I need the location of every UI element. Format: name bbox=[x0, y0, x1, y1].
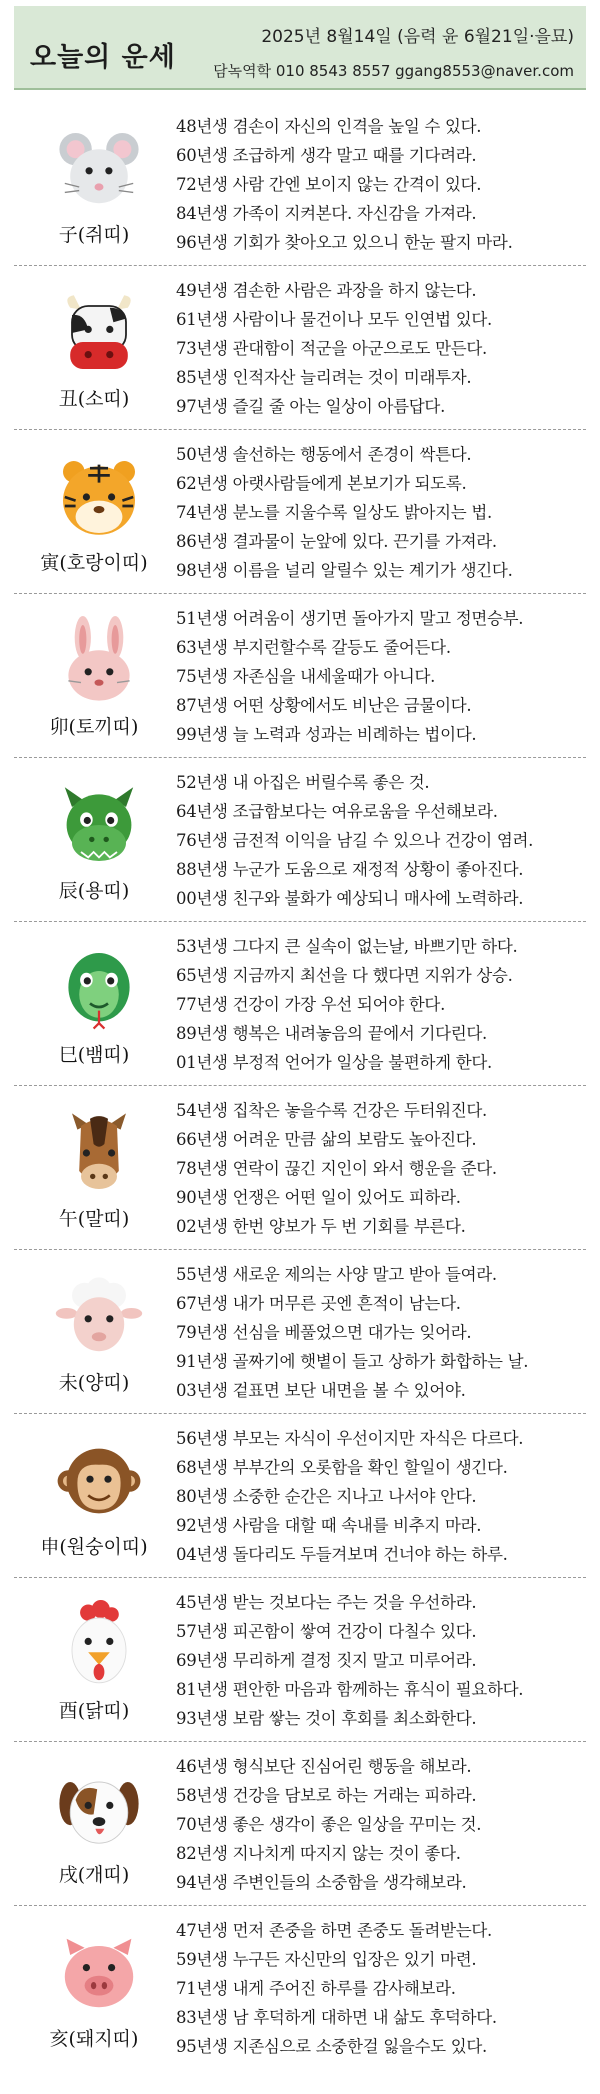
zodiac-label: 辰(용띠) bbox=[58, 880, 130, 902]
pig-icon bbox=[54, 1928, 144, 2018]
zodiac-label: 丑(소띠) bbox=[58, 388, 130, 410]
fortune-line: 62년생 아랫사람들에게 본보기가 되도록. bbox=[176, 474, 467, 493]
snake-icon bbox=[54, 944, 144, 1034]
fortune-line: 47년생 먼저 존중을 하면 존중도 돌려받는다. bbox=[176, 1921, 492, 1940]
zodiac-animal bbox=[14, 102, 174, 265]
fortune-line: 69년생 무리하게 결정 짓지 말고 미루어라. bbox=[176, 1651, 477, 1670]
zodiac-label: 午(말띠) bbox=[58, 1208, 130, 1230]
fortune-line: 64년생 조급함보다는 여유로움을 우선해보라. bbox=[176, 802, 498, 821]
fortune-line: 03년생 겉표면 보단 내면을 볼 수 있어야. bbox=[176, 1381, 466, 1400]
fortune-line: 78년생 연락이 끊긴 지인이 와서 행운을 준다. bbox=[176, 1159, 497, 1178]
zodiac-row bbox=[14, 594, 586, 758]
zodiac-animal bbox=[14, 594, 174, 757]
horse-icon bbox=[54, 1108, 144, 1198]
fortune-line: 59년생 누구든 자신만의 입장은 있기 마련. bbox=[176, 1950, 477, 1969]
fortune-line: 81년생 편안한 마음과 함께하는 휴식이 필요하다. bbox=[176, 1680, 524, 1699]
fortune-line: 66년생 어려운 만큼 삶의 보람도 높아진다. bbox=[176, 1130, 477, 1149]
fortune-lines bbox=[176, 604, 586, 749]
fortune-line: 83년생 남 후덕하게 대하면 내 삶도 후덕하다. bbox=[176, 2008, 497, 2027]
fortune-line: 52년생 내 아집은 버릴수록 좋은 것. bbox=[176, 773, 430, 792]
zodiac-list bbox=[14, 102, 586, 2069]
page-title: 오늘의 운세 bbox=[30, 42, 176, 73]
fortune-line: 86년생 결과물이 눈앞에 있다. 끈기를 가져라. bbox=[176, 532, 497, 551]
fortune-line: 57년생 피곤함이 쌓여 건강이 다칠수 있다. bbox=[176, 1622, 477, 1641]
fortune-lines bbox=[176, 1424, 586, 1569]
fortune-line: 85년생 인적자산 늘리려는 것이 미래투자. bbox=[176, 368, 472, 387]
zodiac-row bbox=[14, 1414, 586, 1578]
fortune-line: 77년생 건강이 가장 우선 되어야 한다. bbox=[176, 995, 446, 1014]
zodiac-animal bbox=[14, 922, 174, 1085]
tiger-icon bbox=[54, 452, 144, 542]
zodiac-row bbox=[14, 1086, 586, 1250]
fortune-line: 90년생 언쟁은 어떤 일이 있어도 피하라. bbox=[176, 1188, 461, 1207]
zodiac-row bbox=[14, 102, 586, 266]
fortune-line: 79년생 선심을 베풀었으면 대가는 잊어라. bbox=[176, 1323, 472, 1342]
fortune-line: 60년생 조급하게 생각 말고 때를 기다려라. bbox=[176, 146, 477, 165]
fortune-line: 04년생 돌다리도 두들겨보며 건너야 하는 하루. bbox=[176, 1545, 508, 1564]
fortune-line: 82년생 지나치게 따지지 않는 것이 좋다. bbox=[176, 1844, 461, 1863]
zodiac-label: 子(쥐띠) bbox=[58, 224, 130, 246]
fortune-line: 94년생 주변인들의 소중함을 생각해보라. bbox=[176, 1873, 467, 1892]
fortune-line: 92년생 사람을 대할 때 속내를 비추지 마라. bbox=[176, 1516, 482, 1535]
zodiac-animal bbox=[14, 1906, 174, 2069]
contact-line: 담녹역학 010 8543 8557 ggang8553@naver.com bbox=[213, 62, 574, 80]
fortune-lines bbox=[176, 1260, 586, 1405]
zodiac-animal bbox=[14, 266, 174, 429]
fortune-line: 00년생 친구와 불화가 예상되니 매사에 노력하라. bbox=[176, 889, 524, 908]
fortune-line: 68년생 부부간의 오롯함을 확인 할일이 생긴다. bbox=[176, 1458, 508, 1477]
fortune-line: 02년생 한번 양보가 두 번 기회를 부른다. bbox=[176, 1217, 466, 1236]
fortune-line: 88년생 누군가 도움으로 재정적 상황이 좋아진다. bbox=[176, 860, 524, 879]
zodiac-animal bbox=[14, 1578, 174, 1741]
monkey-icon bbox=[54, 1436, 144, 1526]
zodiac-animal bbox=[14, 1742, 174, 1905]
zodiac-label: 寅(호랑이띠) bbox=[40, 552, 148, 574]
fortune-lines bbox=[176, 1588, 586, 1733]
fortune-line: 53년생 그다지 큰 실속이 없는날, 바쁘기만 하다. bbox=[176, 937, 518, 956]
fortune-line: 58년생 건강을 담보로 하는 거래는 피하라. bbox=[176, 1786, 477, 1805]
fortune-line: 84년생 가족이 지켜본다. 자신감을 가져라. bbox=[176, 204, 477, 223]
zodiac-animal bbox=[14, 1086, 174, 1249]
zodiac-label: 酉(닭띠) bbox=[58, 1700, 130, 1722]
fortune-line: 99년생 늘 노력과 성과는 비례하는 법이다. bbox=[176, 725, 477, 744]
fortune-line: 76년생 금전적 이익을 남길 수 있으나 건강이 염려. bbox=[176, 831, 534, 850]
fortune-lines bbox=[176, 932, 586, 1077]
fortune-lines bbox=[176, 768, 586, 913]
fortune-line: 91년생 골짜기에 햇볕이 들고 상하가 화합하는 날. bbox=[176, 1352, 529, 1371]
fortune-lines bbox=[176, 112, 586, 257]
fortune-line: 50년생 솔선하는 행동에서 존경이 싹튼다. bbox=[176, 445, 472, 464]
rat-icon bbox=[54, 124, 144, 214]
dog-icon bbox=[54, 1764, 144, 1854]
fortune-lines bbox=[176, 276, 586, 421]
zodiac-animal bbox=[14, 430, 174, 593]
zodiac-animal bbox=[14, 758, 174, 921]
fortune-line: 54년생 집착은 놓을수록 건강은 두터워진다. bbox=[176, 1101, 487, 1120]
fortune-line: 67년생 내가 머무른 곳엔 흔적이 남는다. bbox=[176, 1294, 461, 1313]
fortune-line: 71년생 내게 주어진 하루를 감사해보라. bbox=[176, 1979, 456, 1998]
fortune-line: 87년생 어떤 상황에서도 비난은 금물이다. bbox=[176, 696, 472, 715]
zodiac-row bbox=[14, 922, 586, 1086]
fortune-line: 80년생 소중한 순간은 지나고 나서야 안다. bbox=[176, 1487, 477, 1506]
zodiac-row bbox=[14, 1906, 586, 2069]
fortune-lines bbox=[176, 1752, 586, 1897]
fortune-lines bbox=[176, 1916, 586, 2061]
fortune-line: 63년생 부지런할수록 갈등도 줄어든다. bbox=[176, 638, 451, 657]
fortune-line: 98년생 이름을 널리 알릴수 있는 계기가 생긴다. bbox=[176, 561, 513, 580]
zodiac-row bbox=[14, 1578, 586, 1742]
fortune-line: 97년생 즐길 줄 아는 일상이 아름답다. bbox=[176, 397, 446, 416]
fortune-lines bbox=[176, 1096, 586, 1241]
fortune-line: 74년생 분노를 지울수록 일상도 밝아지는 법. bbox=[176, 503, 492, 522]
sheep-icon bbox=[54, 1272, 144, 1362]
fortune-line: 96년생 기회가 찾아오고 있으니 한눈 팔지 마라. bbox=[176, 233, 513, 252]
zodiac-animal bbox=[14, 1250, 174, 1413]
rooster-icon bbox=[54, 1600, 144, 1690]
fortune-line: 73년생 관대함이 적군을 아군으로도 만든다. bbox=[176, 339, 487, 358]
zodiac-row bbox=[14, 1250, 586, 1414]
fortune-line: 55년생 새로운 제의는 사양 말고 받아 들여라. bbox=[176, 1265, 497, 1284]
fortune-line: 48년생 겸손이 자신의 인격을 높일 수 있다. bbox=[176, 117, 482, 136]
rabbit-icon bbox=[54, 616, 144, 706]
fortune-lines bbox=[176, 440, 586, 585]
zodiac-label: 卯(토끼띠) bbox=[49, 716, 139, 738]
zodiac-label: 未(양띠) bbox=[58, 1372, 130, 1394]
fortune-line: 93년생 보람 쌓는 것이 후회를 최소화한다. bbox=[176, 1709, 477, 1728]
date-line: 2025년 8월14일 (음력 윤 6월21일·을묘) bbox=[261, 27, 574, 47]
zodiac-label: 巳(뱀띠) bbox=[58, 1044, 130, 1066]
fortune-line: 61년생 사람이나 물건이나 모두 인연법 있다. bbox=[176, 310, 492, 329]
fortune-line: 46년생 형식보단 진심어린 행동을 해보라. bbox=[176, 1757, 472, 1776]
zodiac-row bbox=[14, 1742, 586, 1906]
fortune-line: 70년생 좋은 생각이 좋은 일상을 꾸미는 것. bbox=[176, 1815, 482, 1834]
zodiac-row bbox=[14, 430, 586, 594]
fortune-line: 65년생 지금까지 최선을 다 했다면 지위가 상승. bbox=[176, 966, 513, 985]
fortune-line: 89년생 행복은 내려놓음의 끝에서 기다린다. bbox=[176, 1024, 487, 1043]
header-banner bbox=[14, 6, 586, 90]
ox-icon bbox=[54, 288, 144, 378]
zodiac-row bbox=[14, 758, 586, 922]
fortune-line: 56년생 부모는 자식이 우선이지만 자식은 다르다. bbox=[176, 1429, 524, 1448]
zodiac-label: 戌(개띠) bbox=[58, 1864, 130, 1886]
fortune-line: 51년생 어려움이 생기면 돌아가지 말고 정면승부. bbox=[176, 609, 524, 628]
fortune-line: 01년생 부정적 언어가 일상을 불편하게 한다. bbox=[176, 1053, 492, 1072]
dragon-icon bbox=[54, 780, 144, 870]
fortune-line: 72년생 사람 간엔 보이지 않는 간격이 있다. bbox=[176, 175, 482, 194]
zodiac-label: 亥(돼지띠) bbox=[49, 2028, 139, 2050]
zodiac-row bbox=[14, 266, 586, 430]
fortune-line: 45년생 받는 것보다는 주는 것을 우선하라. bbox=[176, 1593, 477, 1612]
zodiac-label: 申(원숭이띠) bbox=[40, 1536, 148, 1558]
zodiac-animal bbox=[14, 1414, 174, 1577]
fortune-line: 95년생 지존심으로 소중한걸 잃을수도 있다. bbox=[176, 2037, 487, 2056]
fortune-line: 75년생 자존심을 내세울때가 아니다. bbox=[176, 667, 436, 686]
fortune-line: 49년생 겸손한 사람은 과장을 하지 않는다. bbox=[176, 281, 477, 300]
